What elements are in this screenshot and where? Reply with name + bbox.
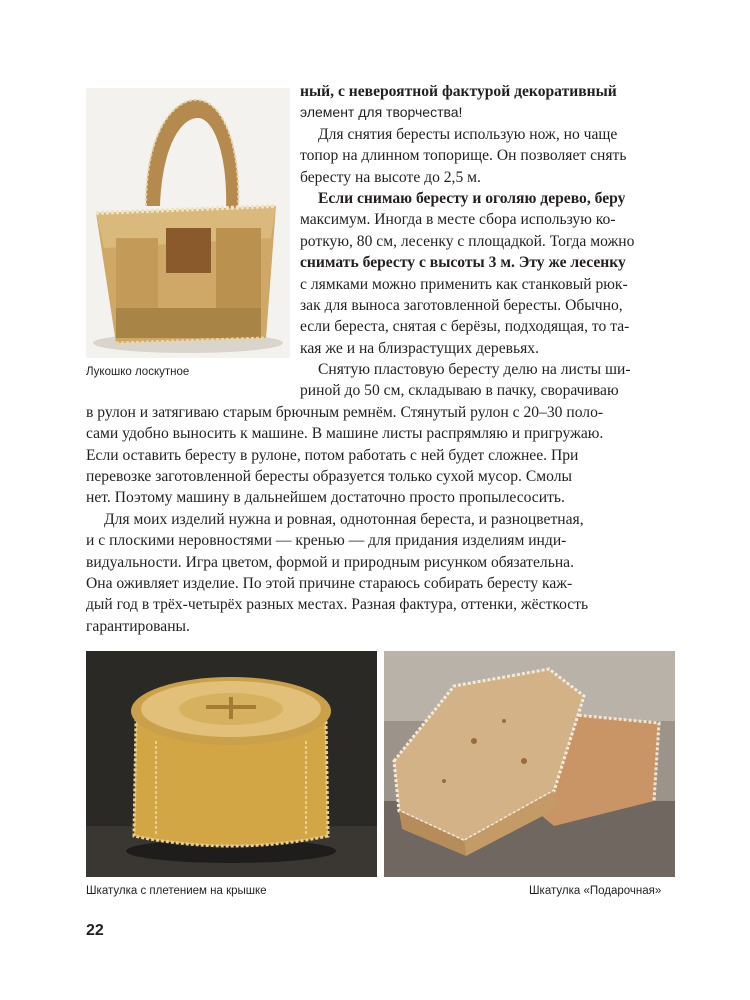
caption-box-gift: Шкатулка «Подарочная» (529, 885, 662, 897)
text-line: Снятую пластовую бересту делю на листы ши- (318, 361, 631, 379)
text-line: бересту на высоте до 2,5 м. (300, 168, 481, 186)
text-line: снимать бересту с высоты 3 м. Эту же лесенку (300, 254, 626, 272)
page-number: 22 (86, 922, 104, 939)
text-line: кая же и на близрастущих деревьях. (300, 339, 539, 357)
text-line: Для снятия бересты использую нож, но чаще (318, 125, 618, 143)
text-line: Она оживляет изделие. По этой причине стараюсь собирать бересту каж- (86, 574, 573, 592)
text-line: дый год в трёх-четырёх разных местах. Разная фактура, оттенки, жёсткость (86, 596, 589, 614)
photo-box-gift (384, 651, 675, 877)
text-line: ный, с невероятной фактурой декоративный (300, 83, 617, 100)
photo-box-weave (86, 651, 377, 877)
body-text (86, 81, 676, 637)
text-line: сами удобно выносить к машине. В машине листы распрямляю и пригружаю. (86, 425, 604, 443)
text-line: в рулон и затягиваю старым брючным ремнём. Стянутый рулон с 20–30 поло- (86, 403, 604, 421)
text-line: максимум. Иногда в месте сбора использую ко- (300, 211, 616, 229)
caption-box-weave: Шкатулка с плетением на крышке (86, 885, 267, 897)
text-line: зак для выноса заготовленной бересты. Обычно, (300, 296, 623, 314)
text-line: Для моих изделий нужна и ровная, однотонная береста, и разноцветная, (104, 510, 584, 528)
caption-basket: Лукошко лоскутное (86, 366, 190, 378)
text-line: гарантированы. (86, 617, 190, 635)
text-line: риной до 50 см, складываю в пачку, сворачиваю (300, 382, 619, 400)
text-line: Если снимаю бересту и оголяю дерево, беру (318, 189, 626, 207)
text-line: топор на длинном топорище. Он позволяет снять (300, 147, 627, 165)
text-line: если береста, снятая с берёзы, подходящая, то та- (300, 318, 630, 336)
text-line: и с плоскими неровностями — кренью — для придания изделиям инди- (86, 532, 567, 550)
text-line: Если оставить бересту в рулоне, потом работать с ней будет сложнее. При (86, 446, 579, 464)
text-line: видуальности. Игра цветом, формой и природным рисунком обязательна. (86, 553, 574, 571)
text-line: нет. Поэтому машину в дальнейшем достаточно просто пропылесосить. (86, 489, 565, 507)
text-line: перевозке заготовленной бересты образуется только сухой мусор. Смолы (86, 468, 572, 486)
text-line: роткую, 80 см, лесенку с площадкой. Тогда можно (300, 232, 635, 250)
text-line: с лямками можно применить как станковый рюк- (300, 275, 628, 293)
text-line: элемент для творчества! (300, 104, 463, 121)
